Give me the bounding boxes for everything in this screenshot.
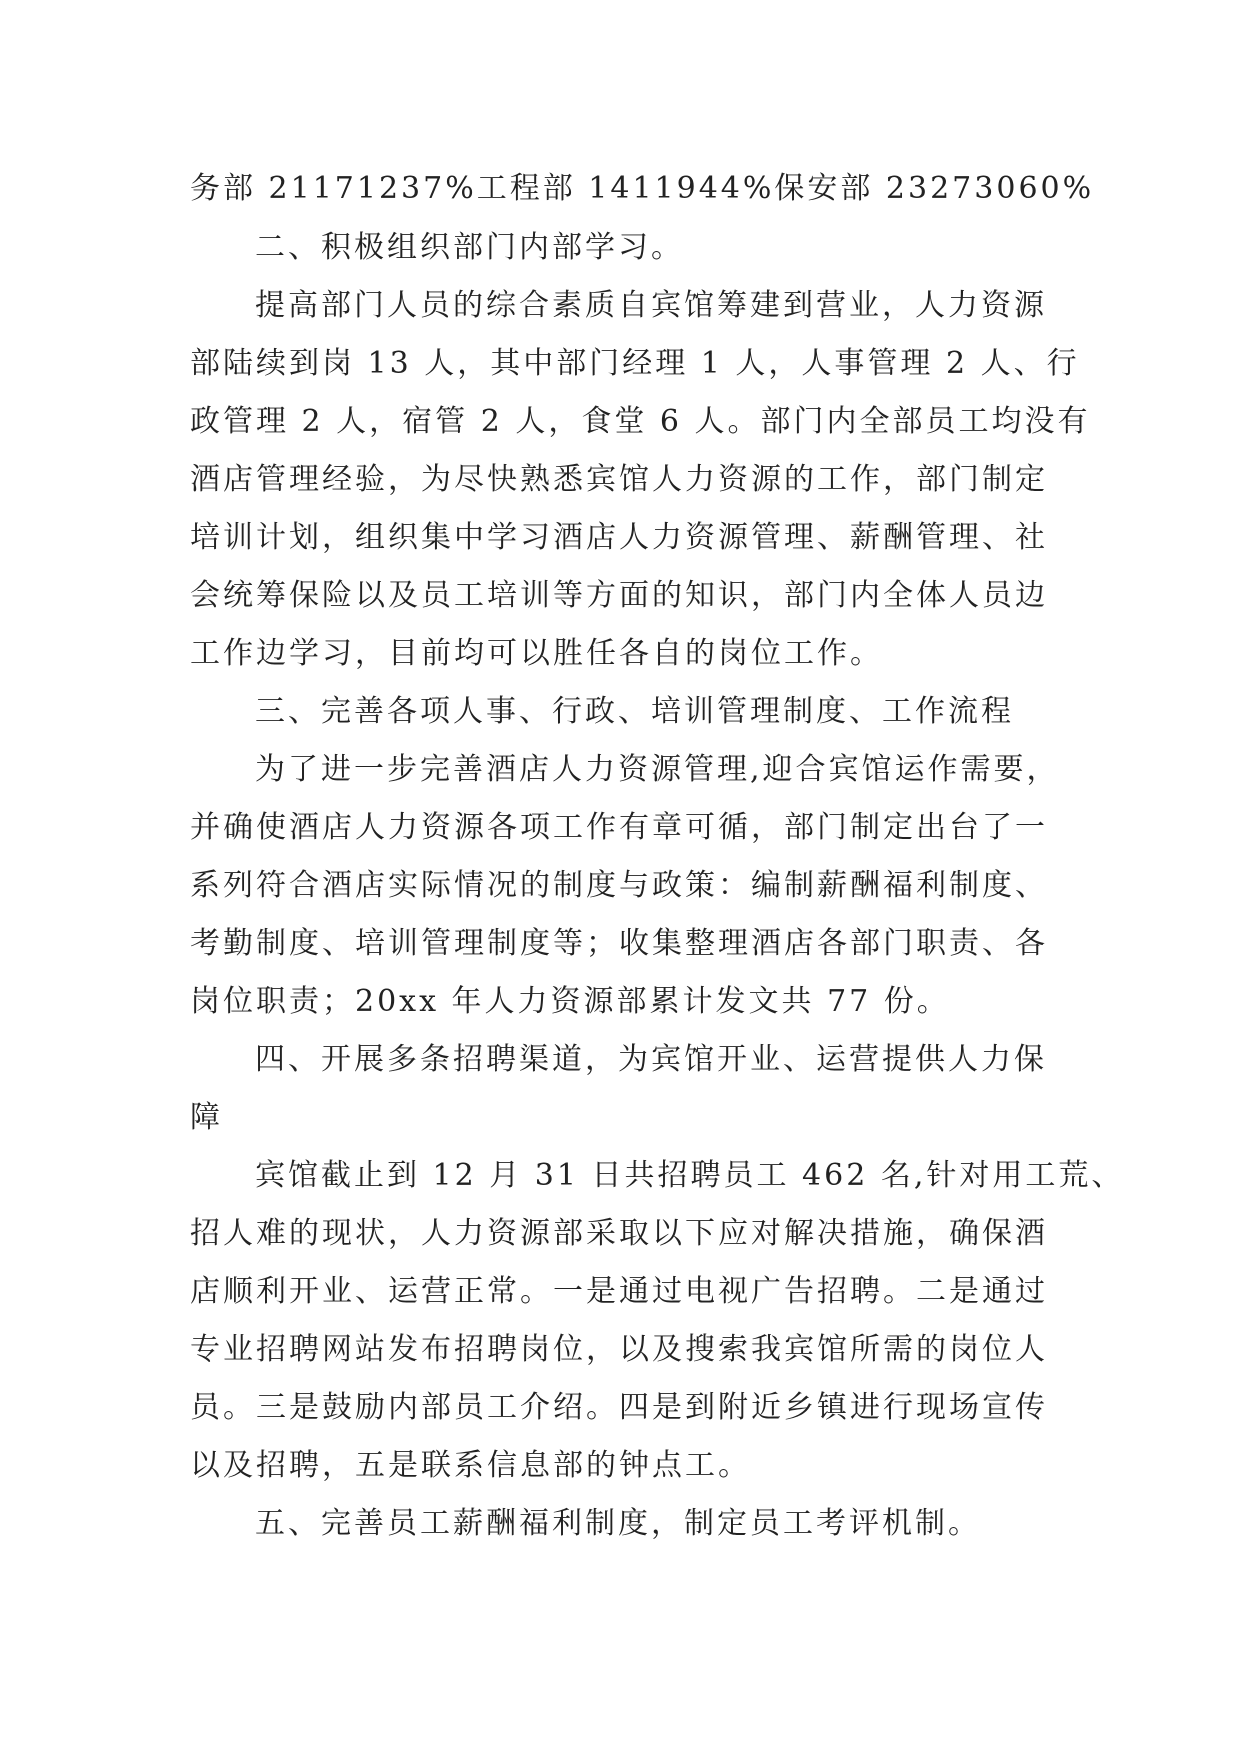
text-line-11: 为了进一步完善酒店人力资源管理,迎合宾馆运作需要， bbox=[255, 752, 1060, 787]
text-line-14: 考勤制度、培训管理制度等；收集整理酒店各部门职责、各 bbox=[190, 926, 1048, 961]
text-line-21: 专业招聘网站发布招聘岗位，以及搜索我宾馆所需的岗位人 bbox=[190, 1332, 1048, 1367]
text-line-7: 培训计划，组织集中学习酒店人力资源管理、薪酬管理、社 bbox=[190, 520, 1048, 555]
section-heading-4: 四、开展多条招聘渠道，为宾馆开业、运营提供人力保 bbox=[255, 1042, 1047, 1077]
text-line-17: 障 bbox=[190, 1100, 223, 1135]
text-line-23: 以及招聘，五是联系信息部的钟点工。 bbox=[190, 1448, 751, 1483]
text-line-20: 店顺利开业、运营正常。一是通过电视广告招聘。二是通过 bbox=[190, 1274, 1048, 1309]
text-line-18: 宾馆截止到 12 月 31 日共招聘员工 462 名,针对用工荒、 bbox=[255, 1158, 1125, 1193]
text-line-15: 岗位职责；20xx 年人力资源部累计发文共 77 份。 bbox=[190, 984, 950, 1019]
text-line-12: 并确使酒店人力资源各项工作有章可循，部门制定出台了一 bbox=[190, 810, 1048, 845]
text-line-19: 招人难的现状，人力资源部采取以下应对解决措施，确保酒 bbox=[190, 1216, 1048, 1251]
text-line-1: 务部 21171237%工程部 1411944%保安部 23273060% bbox=[190, 171, 1095, 206]
text-line-3: 提高部门人员的综合素质自宾馆筹建到营业，人力资源 bbox=[255, 288, 1047, 323]
text-line-22: 员。三是鼓励内部员工介绍。四是到附近乡镇进行现场宣传 bbox=[190, 1390, 1048, 1425]
text-line-13: 系列符合酒店实际情况的制度与政策：编制薪酬福利制度、 bbox=[190, 868, 1048, 903]
text-line-6: 酒店管理经验，为尽快熟悉宾馆人力资源的工作，部门制定 bbox=[190, 462, 1048, 497]
section-heading-3: 三、完善各项人事、行政、培训管理制度、工作流程 bbox=[255, 694, 1014, 729]
section-heading-5: 五、完善员工薪酬福利制度，制定员工考评机制。 bbox=[255, 1506, 981, 1541]
text-line-5: 政管理 2 人，宿管 2 人，食堂 6 人。部门内全部员工均没有 bbox=[190, 404, 1091, 439]
section-heading-2: 二、积极组织部门内部学习。 bbox=[255, 230, 684, 265]
text-line-9: 工作边学习，目前均可以胜任各自的岗位工作。 bbox=[190, 636, 883, 671]
text-line-8: 会统筹保险以及员工培训等方面的知识，部门内全体人员边 bbox=[190, 578, 1048, 613]
text-line-4: 部陆续到岗 13 人，其中部门经理 1 人，人事管理 2 人、行 bbox=[190, 346, 1080, 381]
